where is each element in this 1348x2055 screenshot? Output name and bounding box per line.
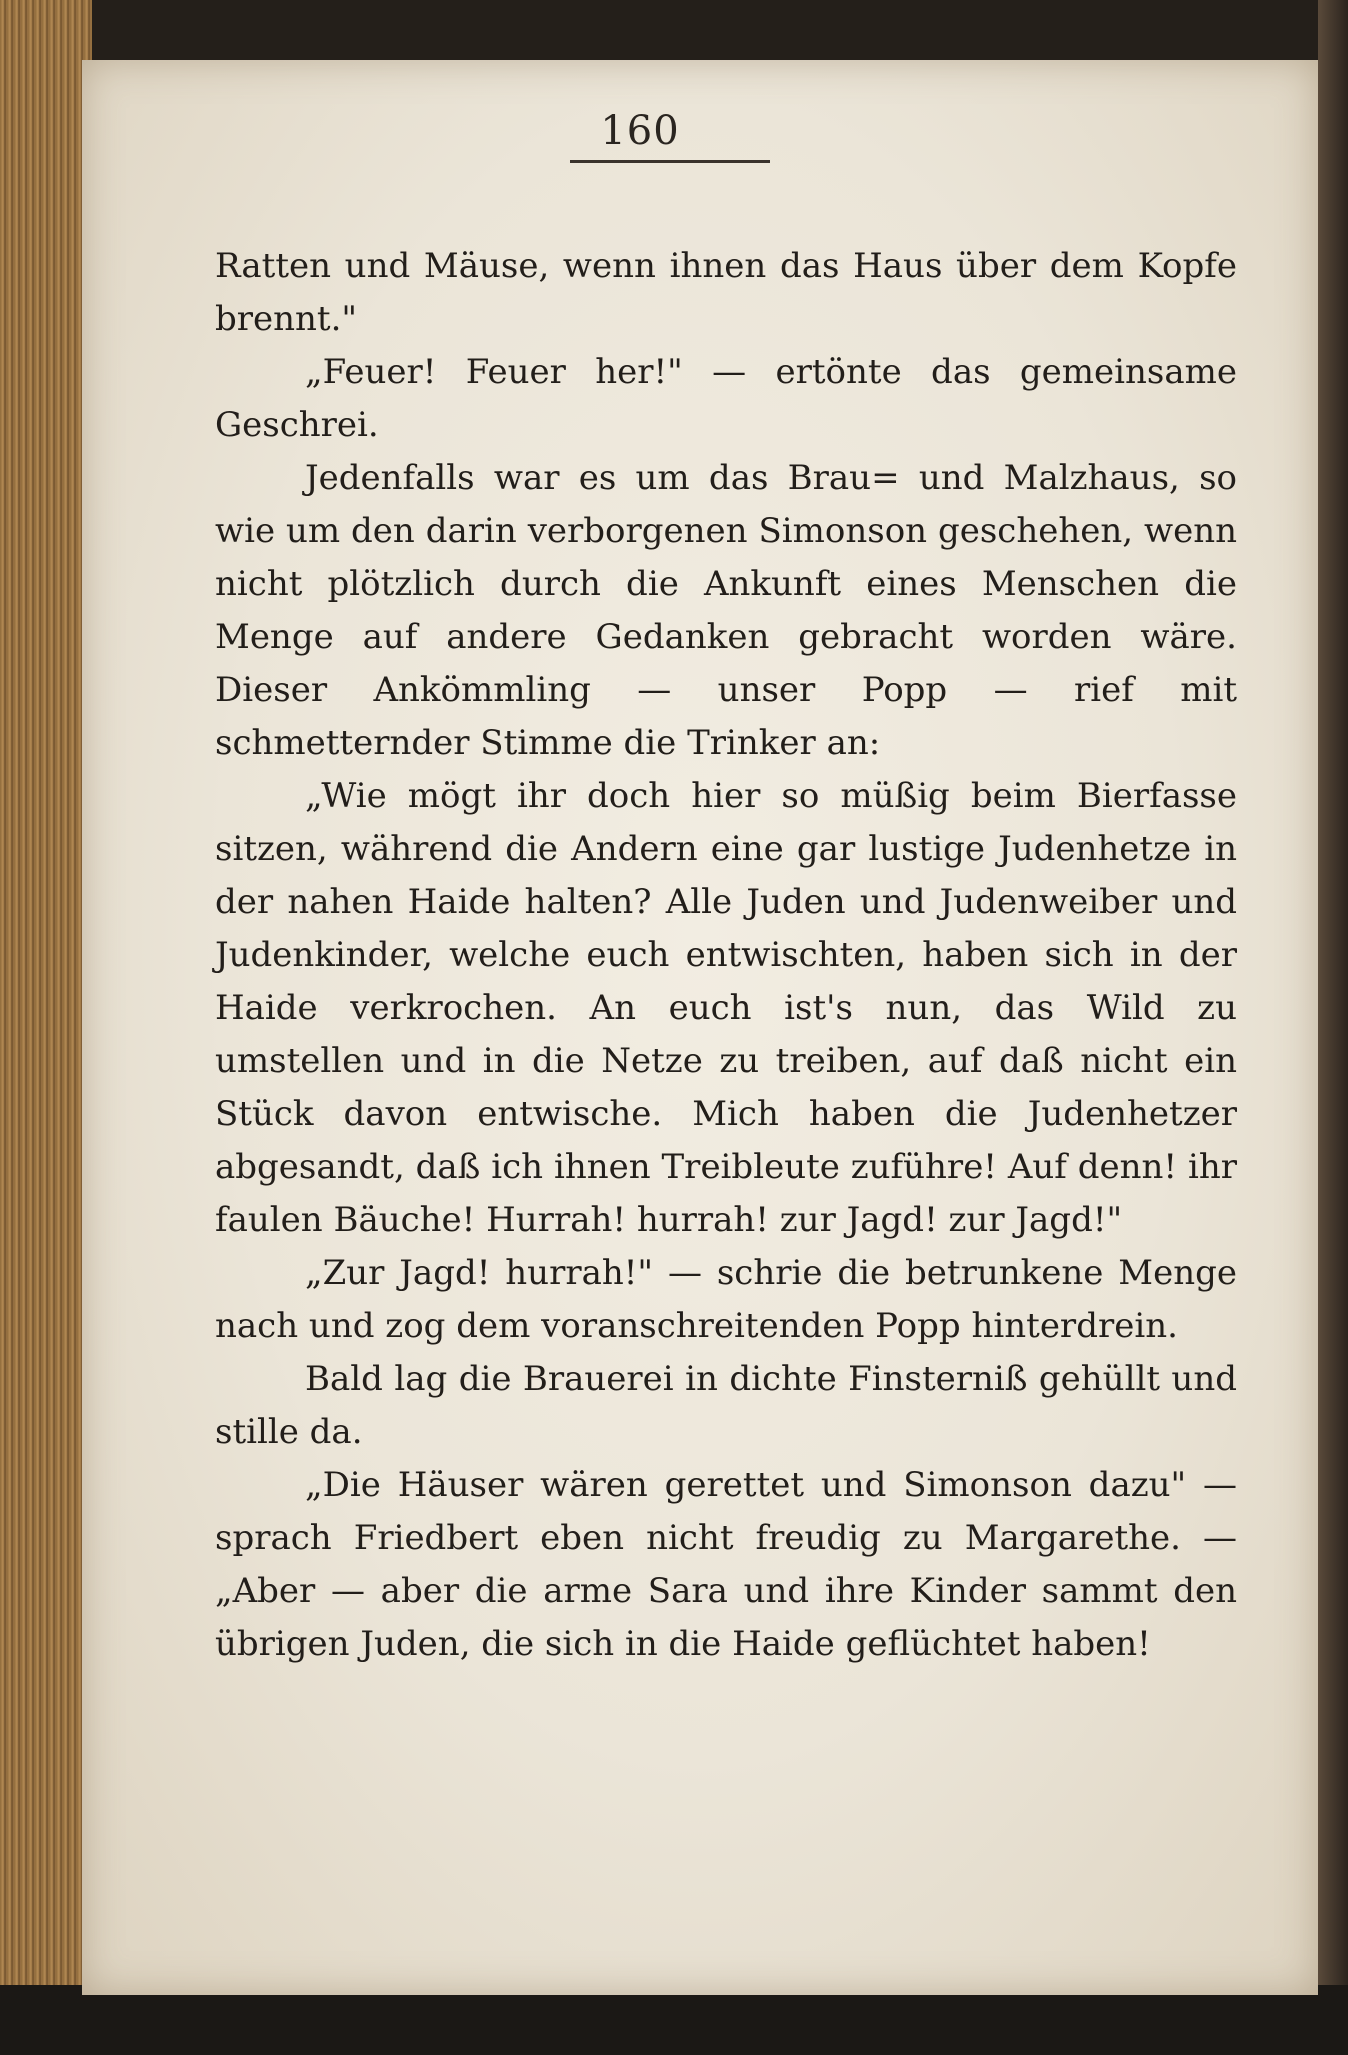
- paragraph: Bald lag die Brauerei in dichte Finsterniß gehüllt und stille da.: [215, 1359, 1237, 1452]
- page-body: [215, 240, 1237, 1671]
- book-page-edges: [0, 0, 92, 2055]
- page-number: 160: [600, 108, 680, 154]
- paragraph-continuation: Ratten und Mäuse, wenn ihnen das Haus über dem Kopfe brennt.": [215, 246, 1237, 339]
- scan-bottom-border: [0, 1985, 1348, 2055]
- header-rule: [570, 160, 770, 163]
- paragraph: Jedenfalls war es um das Brau= und Malzhaus, so wie um den darin verborgenen Simonson geschehen, wenn nicht plötzlich durch die Ankunft eines Menschen die Menge auf andere Gedanken gebracht worden wäre. Dieser Ankömmling — unser Popp — rief mit schmetternder Stimme die Trinker an:: [215, 458, 1237, 763]
- paragraph: „Zur Jagd! hurrah!" — schrie die betrunkene Menge nach und zog dem voranschreitenden Popp hinterdrein.: [215, 1253, 1237, 1346]
- paragraph: „Wie mögt ihr doch hier so müßig beim Bierfasse sitzen, während die Andern eine gar lustige Judenhetze in der nahen Haide halten? Alle Juden und Judenweiber und Judenkinder, welche euch entwischten, haben sich in der Haide verkrochen. An euch ist's nun, das Wild zu umstellen und in die Netze zu treiben, auf daß nicht ein Stück davon entwische. Mich haben die Judenhetzer abgesandt, daß ich ihnen Treibleute zuführe! Auf denn! ihr faulen Bäuche! Hurrah! hurrah! zur Jagd! zur Jagd!": [215, 776, 1237, 1240]
- paragraph: „Die Häuser wären gerettet und Simonson dazu" — sprach Friedbert eben nicht freudig zu Margarethe. — „Aber — aber die arme Sara und ihre Kinder sammt den übrigen Juden, die sich in die Haide geflüchtet haben!: [215, 1465, 1237, 1664]
- scan-top-border: [0, 0, 1348, 62]
- book-spine-shadow: [1318, 0, 1348, 2055]
- paragraph: „Feuer! Feuer her!" — ertönte das gemeinsame Geschrei.: [215, 352, 1237, 445]
